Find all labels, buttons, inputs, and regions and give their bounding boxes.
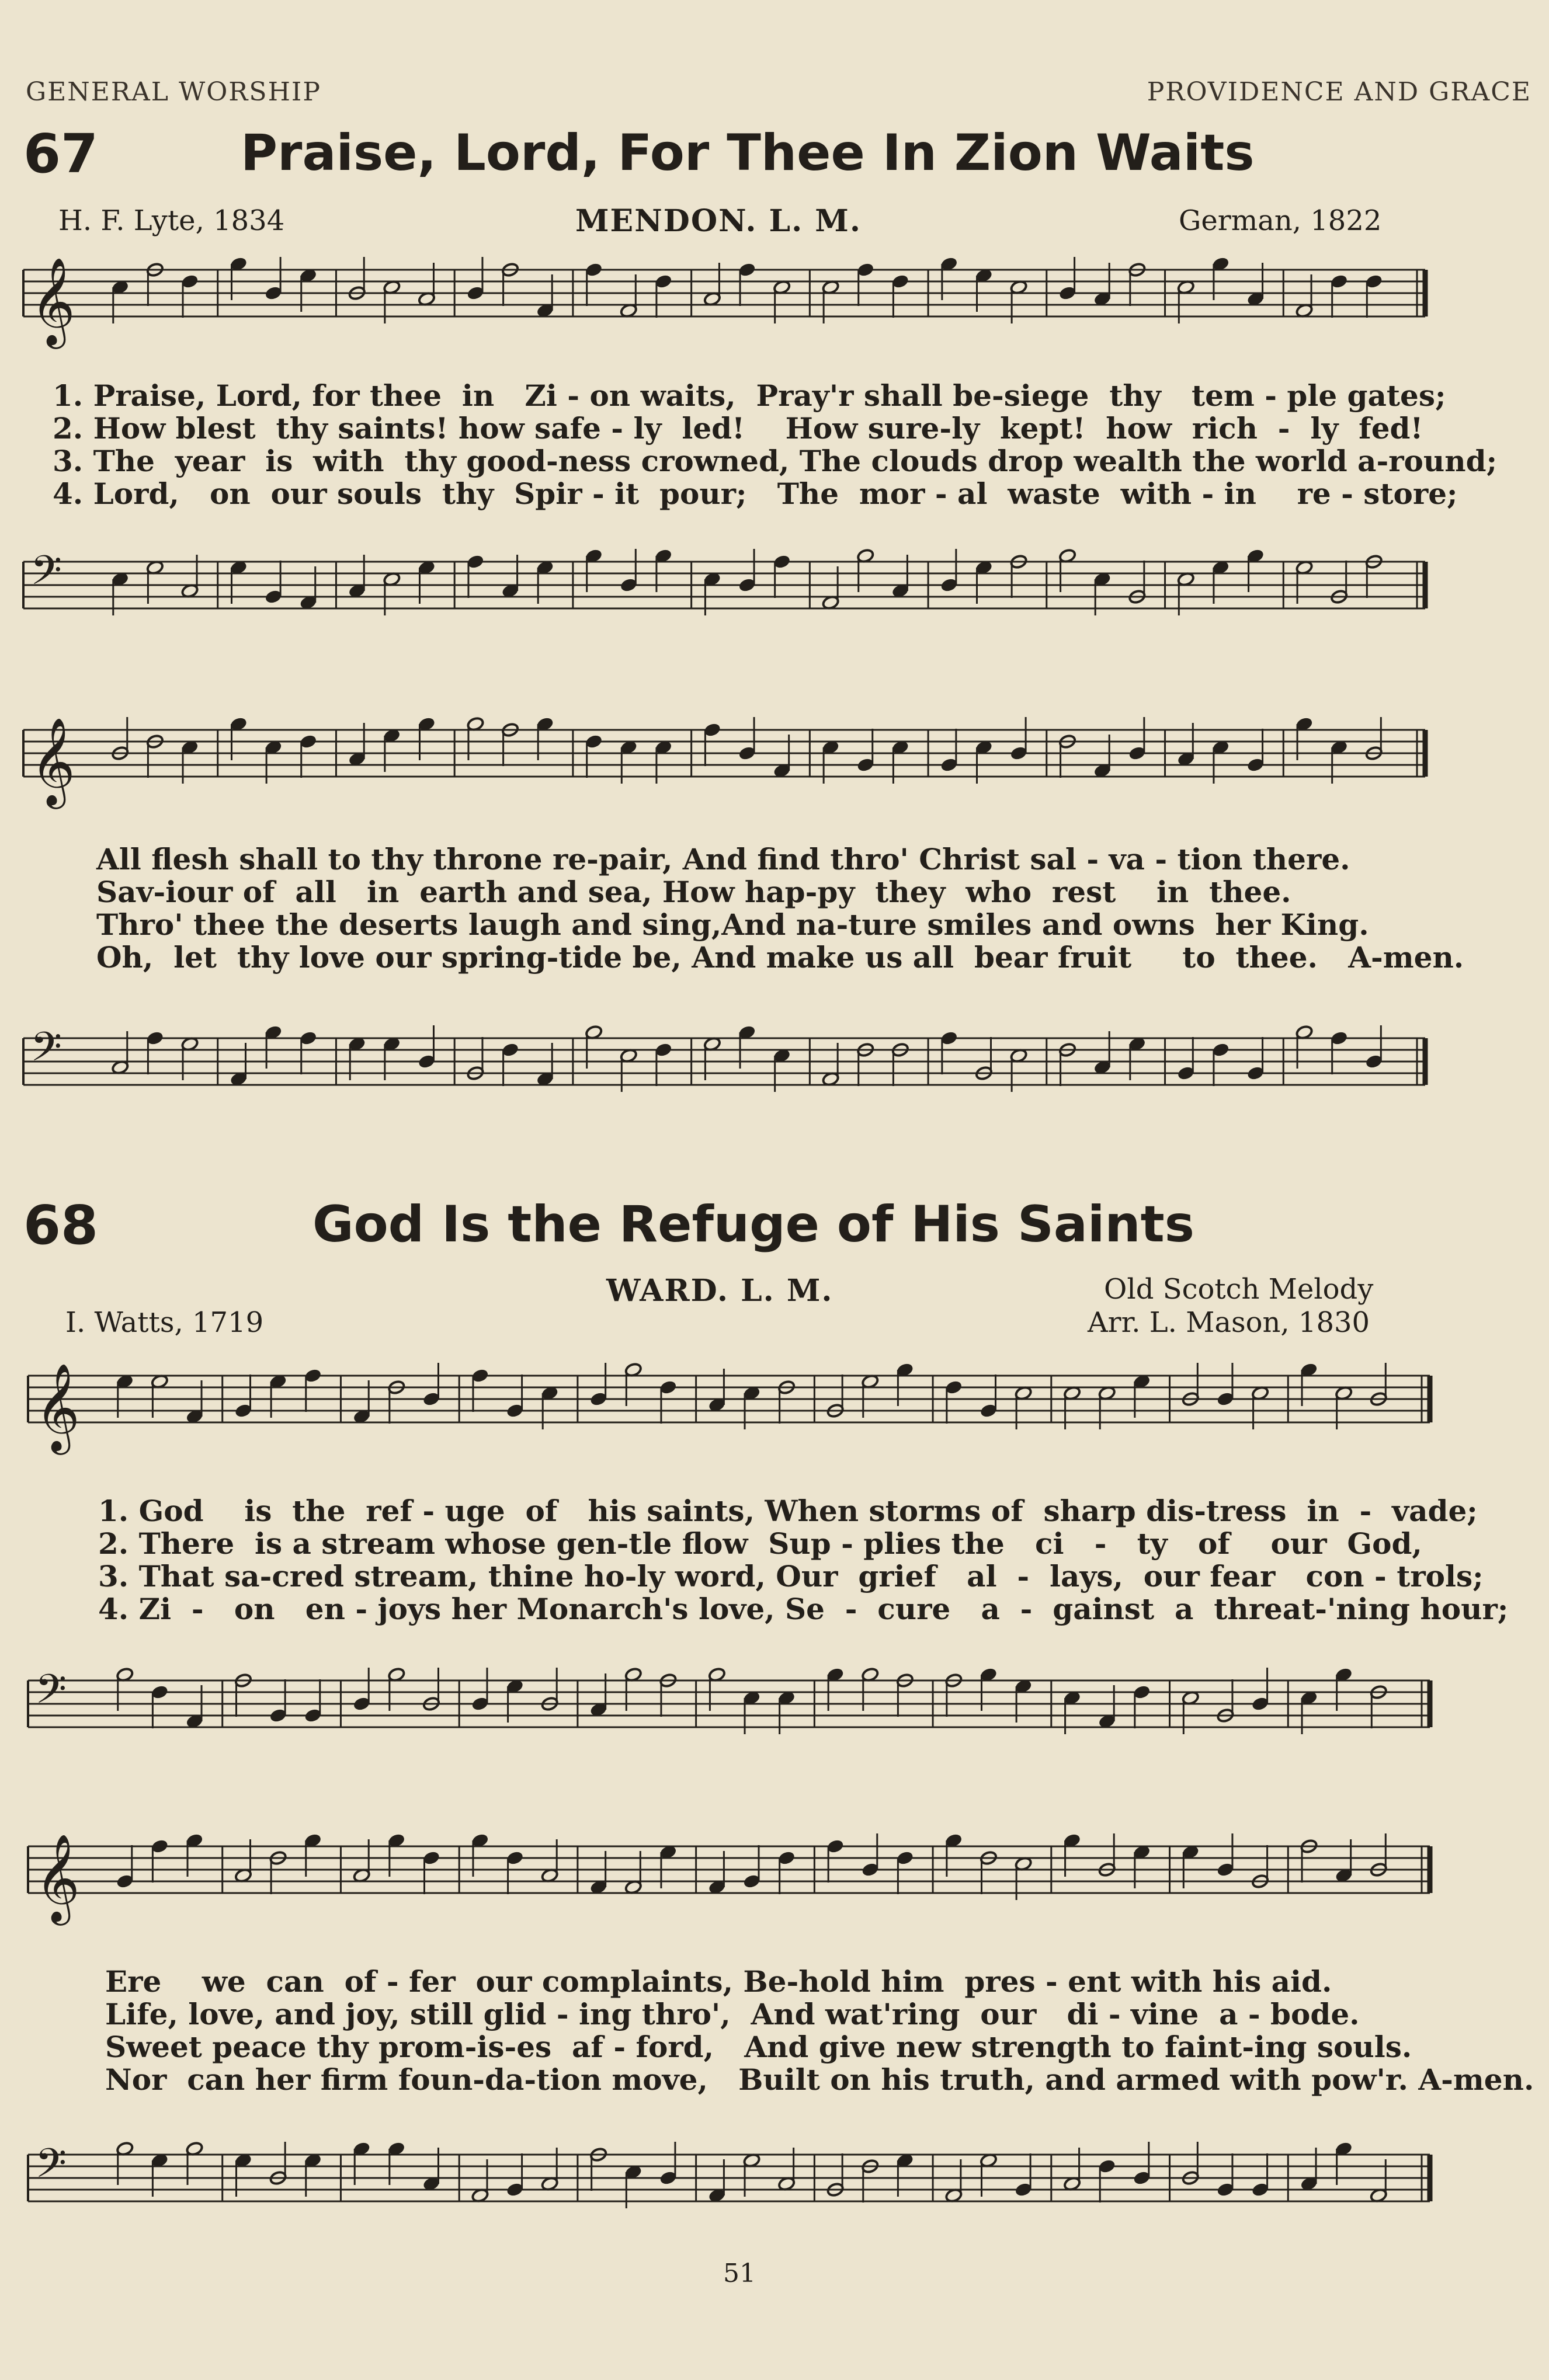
lyric-line: 1. Praise, Lord, for thee in Zi - on waits, Pray'r shall be-siege thy tem - ple gates; [53,378,1446,413]
lyric-line: 2. How blest thy saints! how safe - ly led! How sure-ly kept! how rich - ly fed! [53,411,1423,446]
hymn-68-number: 68 [23,1194,99,1257]
hymn-67-author: H. F. Lyte, 1834 [58,204,285,237]
treble-clef: 𝄞 [30,716,75,805]
lyric-line: Nor can her firm foun-da-tion move, Built on his truth, and armed with pow'r. A-men. [105,2062,1534,2097]
page-number: 51 [723,2259,756,2288]
bass-clef: 𝄢 [35,1665,67,1723]
treble-clef: 𝄞 [35,1833,80,1922]
lyric-line: Oh, let thy love our spring-tide be, And make us all bear fruit to thee. A-men. [96,940,1464,975]
hymn-67-composer: German, 1822 [1179,204,1382,237]
lyric-line: 4. Lord, on our souls thy Spir - it pour; The mor - al waste with - in re - store; [53,476,1458,511]
lyric-line: 2. There is a stream whose gen-tle flow Sup - plies the ci - ty of our God, [98,1526,1422,1561]
hymn-68-author: I. Watts, 1719 [65,1306,264,1339]
lyric-line: All flesh shall to thy throne re-pair, And find thro' Christ sal - va - tion there. [96,842,1350,876]
lyric-line: 3. That sa-cred stream, thine ho-ly word, Our grief al - lays, our fear con - trols; [98,1559,1484,1593]
hymn-67-tune: MENDON. L. M. [575,203,862,239]
lyric-line: 4. Zi - on en - joys her Monarch's love, Se - cure a - gainst a threat-'ning hour; [98,1592,1509,1626]
hymn-68-title: God Is the Refuge of His Saints [312,1195,1194,1254]
bass-clef: 𝄢 [30,547,62,604]
lyric-line: Sweet peace thy prom-is-es af - ford, And give new strength to faint-ing souls. [105,2030,1412,2064]
bass-clef: 𝄢 [30,1023,62,1080]
treble-clef: 𝄞 [30,256,75,345]
hymn-68-composer-line1: Old Scotch Melody [1104,1273,1374,1306]
lyric-line: Life, love, and joy, still glid - ing thro', And wat'ring our di - vine a - bode. [105,1997,1360,2031]
lyric-line: Ere we can of - fer our complaints, Be-hold him pres - ent with his aid. [105,1964,1332,1999]
lyric-line: Sav-iour of all in earth and sea, How hap-py they who rest in thee. [96,875,1291,909]
lyric-line: 1. God is the ref - uge of his saints, When storms of sharp dis-tress in - vade; [98,1494,1478,1528]
hymn-68-composer-line2: Arr. L. Mason, 1830 [1088,1306,1370,1339]
hymn-68-tune: WARD. L. M. [606,1273,833,1309]
hymn-67-title: Praise, Lord, For Thee In Zion Waits [241,124,1255,182]
bass-clef: 𝄢 [35,2139,67,2197]
running-head-left: GENERAL WORSHIP [26,77,321,107]
running-head-right: PROVIDENCE AND GRACE [1147,77,1531,107]
lyric-line: Thro' thee the deserts laugh and sing,And na-ture smiles and owns her King. [96,907,1369,942]
lyric-line: 3. The year is with thy good-ness crowned, The clouds drop wealth the world a-round; [53,444,1498,478]
treble-clef: 𝄞 [35,1362,80,1451]
hymn-67-number: 67 [23,123,99,185]
